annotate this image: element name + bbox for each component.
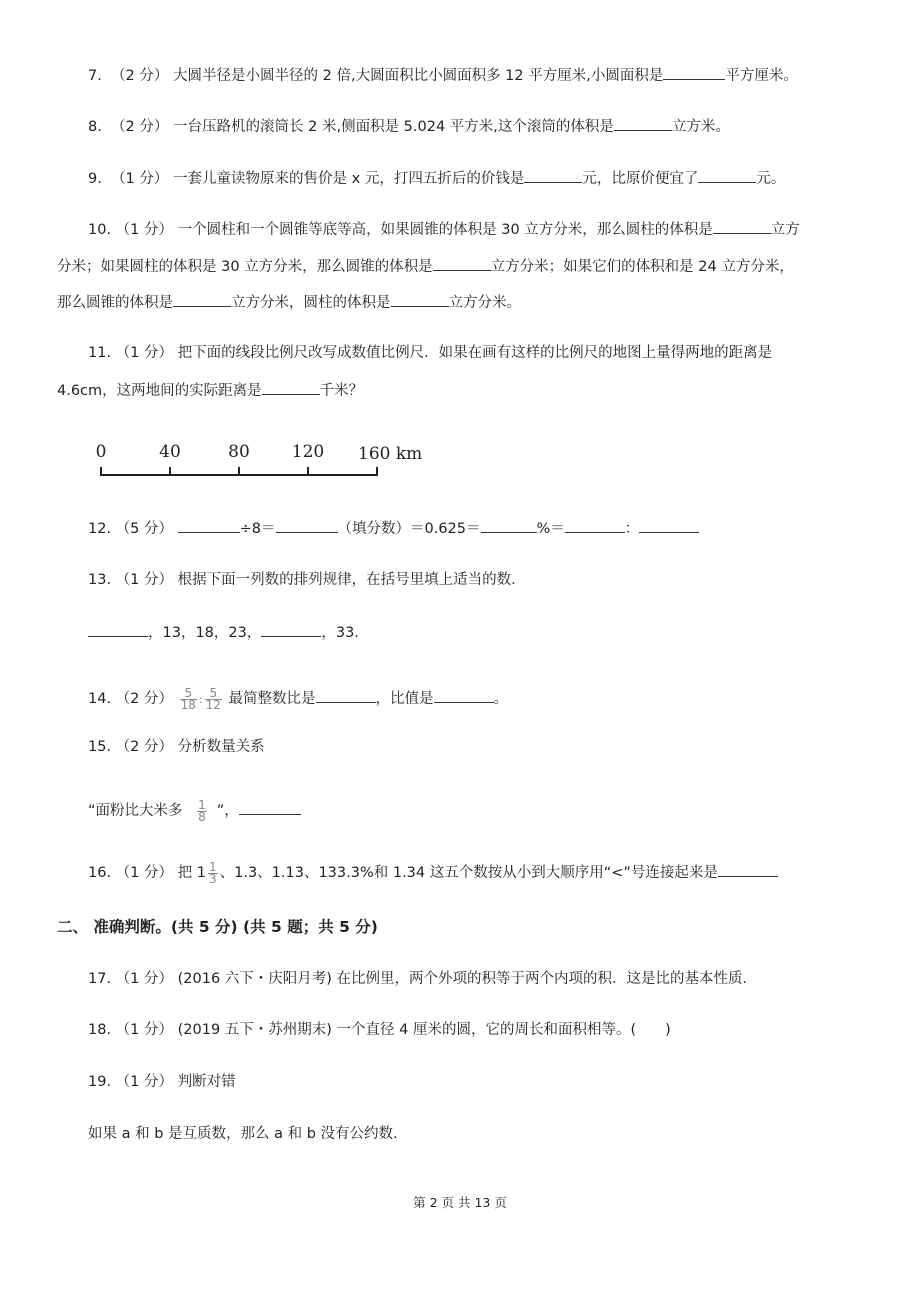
question-number: 17. [88,971,112,987]
answer-blank[interactable] [316,688,376,703]
question-text: 立方 [770,222,800,238]
answer-blank[interactable] [262,380,320,395]
question-text: 千米？ [319,383,364,399]
answer-blank[interactable] [391,292,449,307]
scale-label: 0 [95,442,107,462]
question-points: （1 分） [115,1074,174,1090]
numerator: 1 [208,859,217,874]
question-text: ： [624,521,640,537]
answer-blank[interactable] [718,862,778,877]
scale-label: 80 [228,442,250,462]
fraction [180,685,197,712]
question-10-line-2 [57,256,794,277]
question-number: 14. [88,691,112,707]
sequence-text: ，33． [321,625,369,641]
question-number: 15. [88,739,112,755]
answer-blank[interactable] [178,518,240,533]
section-heading: 二、 准确判断。(共 5 分) (共 5 题；共 5 分) [57,918,378,936]
question-text: 最简整数比是 [228,691,316,707]
question-points: （1 分） [111,171,169,187]
question-14 [88,685,508,714]
question-number: 12. [88,521,112,537]
question-text: （填分数）＝0.625＝ [337,521,481,537]
question-text: 根据下面一列数的排列规律，在括号里填上适当的数． [177,572,526,588]
fraction [197,797,207,824]
answer-blank[interactable] [639,518,699,533]
question-points: （2 分） [115,691,174,707]
question-points: （2 分） [111,119,169,135]
question-number: 8. [88,119,102,135]
numerator: 1 [198,797,206,812]
question-text: (2016 六下・庆阳月考) 在比例里，两个外项的积等于两个内项的积．这是比的基本性质． [177,971,758,987]
question-18 [88,1020,671,1040]
question-text: 立方分米；如果它们的体积和是 24 立方分米， [490,259,794,275]
denominator: 3 [208,871,217,886]
question-19 [88,1072,236,1092]
question-13 [88,570,526,590]
question-number: 18. [88,1022,112,1038]
question-number: 11. [88,345,112,361]
answer-blank[interactable] [481,518,537,533]
answer-blank[interactable] [713,219,771,234]
line-segment-scale [88,435,438,485]
question-10-line-3 [57,292,521,313]
ratio-colon: : [198,693,203,706]
answer-blank[interactable] [88,622,148,637]
question-text: 元。 [756,171,786,187]
question-number: 16. [88,865,112,881]
question-text: 把 1 [177,865,206,881]
question-number: 10. [88,222,112,238]
answer-blank[interactable] [239,800,301,815]
denominator: 12 [205,697,221,712]
answer-blank[interactable] [565,518,625,533]
question-9 [88,168,785,189]
scale-label: 40 [159,442,181,462]
question-10 [88,219,800,240]
question-text: 立方米。 [671,119,730,135]
question-text: 元，比原价便宜了 [582,171,699,187]
question-text: (2019 五下・苏州期末) 一个直径 4 厘米的圆，它的周长和面积相等。( ) [177,1022,671,1038]
question-text: 一台压路机的滚筒长 2 米,侧面积是 5.024 平方米,这个滚筒的体积是 [173,119,614,135]
fraction [208,859,218,886]
question-text: 立方分米，圆柱的体积是 [231,295,391,311]
question-16 [88,858,778,888]
question-text: 平方厘米。 [725,68,798,84]
question-text: 分米；如果圆柱的体积是 30 立方分米，那么圆锥的体积是 [57,259,433,275]
question-13-sequence [88,622,369,643]
answer-blank[interactable] [433,256,491,271]
question-15-relation [88,796,301,826]
question-points: （2 分） [111,68,169,84]
question-text: 分析数量关系 [177,739,265,755]
question-points: （5 分） [115,521,174,537]
question-text: 。 [493,691,509,707]
question-11-line-2 [57,380,363,401]
numerator: 5 [209,685,218,700]
question-17 [88,969,757,989]
question-points: （1 分） [115,345,174,361]
answer-blank[interactable] [614,116,672,131]
question-text: 那么圆锥的体积是 [57,295,173,311]
sequence-text: ，13，18，23， [148,625,262,641]
question-text: 一套儿童读物原来的售价是 x 元，打四五折后的价钱是 [173,171,525,187]
question-11 [88,343,772,363]
question-text: 一个圆柱和一个圆锥等底等高，如果圆锥的体积是 30 立方分米，那么圆柱的体积是 [177,222,713,238]
denominator: 18 [180,697,196,712]
answer-blank[interactable] [276,518,338,533]
question-text: 如果 a 和 b 是互质数，那么 a 和 b 没有公约数. [88,1126,398,1142]
page-footer: 第 2 页 共 13 页 [413,1195,507,1210]
numerator: 5 [184,685,193,700]
question-text: 把下面的线段比例尺改写成数值比例尺．如果在画有这样的比例尺的地图上量得两地的距离是 [177,345,773,361]
answer-blank[interactable] [173,292,231,307]
question-text: 、1.3、1.13、133.3%和 1.34 这五个数按从小到大顺序用“<”号连接起来是 [219,865,718,881]
question-points: （2 分） [115,739,174,755]
answer-blank[interactable] [261,622,321,637]
quote-text: ”， [216,803,239,819]
question-text: ÷8＝ [239,521,276,537]
question-number: 13. [88,572,112,588]
question-number: 9. [88,171,102,187]
question-points: （1 分） [115,572,174,588]
question-text: 立方分米。 [448,295,521,311]
fraction [205,685,222,712]
question-15 [88,737,265,757]
question-text: 4.6cm，这两地间的实际距离是 [57,383,262,399]
answer-blank[interactable] [434,688,494,703]
question-number: 19. [88,1074,112,1090]
question-points: （1 分） [115,1022,174,1038]
answer-blank[interactable] [698,168,756,183]
question-text: %＝ [536,521,565,537]
answer-blank[interactable] [524,168,582,183]
question-number: 7. [88,68,102,84]
question-text: ，比值是 [375,691,434,707]
question-points: （1 分） [115,222,174,238]
denominator: 8 [198,809,206,824]
question-points: （1 分） [115,865,174,881]
question-12 [88,518,699,539]
question-text: 大圆半径是小圆半径的 2 倍,大圆面积比小圆面积多 12 平方厘米,小圆面积是 [173,68,664,84]
question-19-statement [88,1124,398,1144]
question-points: （1 分） [115,971,174,987]
question-text: 判断对错 [177,1074,236,1090]
scale-label: 120 [291,442,325,462]
answer-blank[interactable] [663,65,725,80]
question-8 [88,116,730,137]
question-7 [88,65,798,86]
quote-text: “面粉比大米多 [88,803,183,819]
scale-label: 160 km [358,444,423,464]
